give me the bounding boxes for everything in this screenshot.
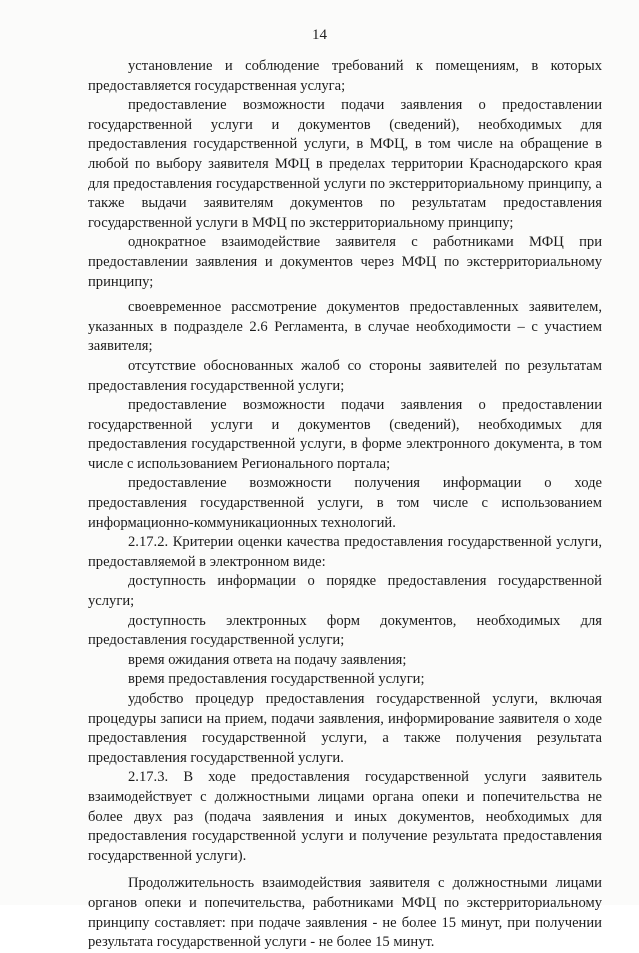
document-body <box>88 57 602 953</box>
paragraph: своевременное рассмотрение документов предоставленных заявителем, указанных в подразделе 2.6 Регламента, в случае необходимости – с участием заявителя; <box>88 299 602 355</box>
paragraph: время ожидания ответа на подачу заявления; <box>128 651 407 668</box>
paragraph: отсутствие обоснованных жалоб со стороны заявителей по результатам предоставления государственной услуги; <box>88 357 602 394</box>
paragraph: предоставление возможности подачи заявления о предоставлении государственной услуги и документов (сведений), необходимых для предоставления государственной услуги, в форме электронного документа, в том числе с использованием Регионального портала; <box>88 397 602 472</box>
paragraph: однократное взаимодействие заявителя с работниками МФЦ при предоставлении заявления и документов через МФЦ по экстерриториальному принципу; <box>88 234 602 290</box>
paragraph: установление и соблюдение требований к помещениям, в которых предоставляется государственная услуга; <box>88 58 602 94</box>
paragraph: предоставление возможности получения информации о ходе предоставления государственной услуги, в том числе с использованием информационно-коммуникационных технологий. <box>88 475 602 531</box>
paragraph: время предоставления государственной услуги; <box>128 671 425 688</box>
paragraph: удобство процедур предоставления государственной услуги, включая процедуры записи на прием, подачи заявления, информирование заявителя о ходе предоставления государственной услуги, а также получения результата предоставления государственной услуги. <box>88 691 602 766</box>
paragraph: предоставление возможности подачи заявления о предоставлении государственной услуги и документов (сведений), необходимых для предоставления государственной услуги, в МФЦ, в том числе на обращение в любой по выбору заявителя МФЦ в пределах территории Краснодарского края для предоставления государственной услуги по экстерриториальному принципу, а также выдачи заявителям документов по результатам предоставления государственной услуги в МФЦ по экстерриториальному принципу; <box>88 97 602 231</box>
paragraph: 2.17.2. Критерии оценки качества предоставления государственной услуги, предоставляемой в электронном виде: <box>88 534 602 570</box>
paragraph: Продолжительность взаимодействия заявителя с должностными лицами органов опеки и попечительства, работниками МФЦ по экстерриториальному принципу составляет: при подаче заявления - не более 15 минут, при получении результата государственной услуги - не более 15 минут. <box>88 875 602 951</box>
page-number: 14 <box>312 27 327 43</box>
paragraph: 2.17.3. В ходе предоставления государственной услуги заявитель взаимодействует с должностными лицами органа опеки и попечительства не более двух раз (подача заявления и иных документов, необходимых для предоставления государственной услуги и получение результата предоставления государственной услуги). <box>88 769 602 864</box>
paragraph: доступность электронных форм документов, необходимых для предоставления государственной услуги; <box>88 612 602 649</box>
paragraph: доступность информации о порядке предоставления государственной услуги; <box>88 573 602 610</box>
